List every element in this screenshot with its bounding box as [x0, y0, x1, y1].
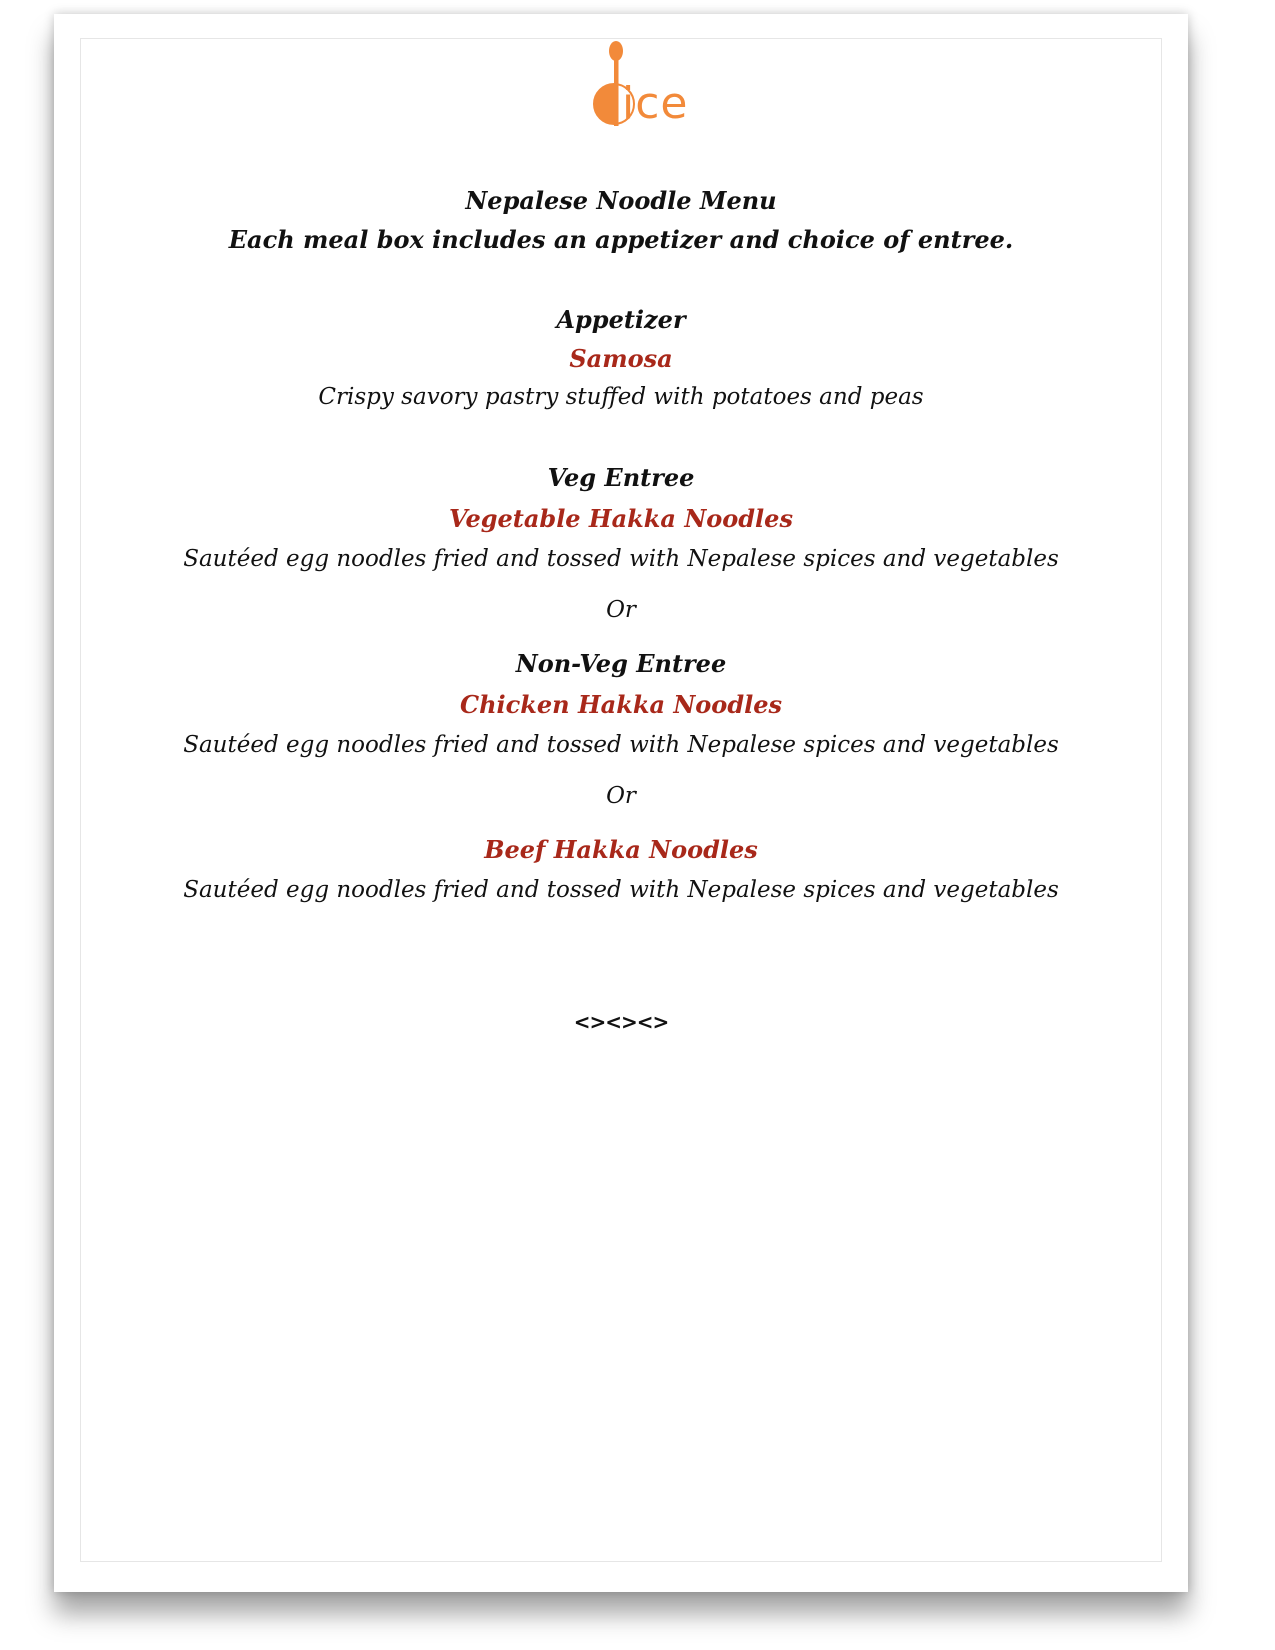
- beef-dish: Beef Hakka Noodles: [484, 835, 758, 864]
- or-separator-2: Or: [606, 783, 636, 809]
- or-separator-1: Or: [606, 597, 636, 623]
- menu-page: [54, 14, 1188, 1592]
- menu-subtitle: Each meal box includes an appetizer and choice of entree.: [228, 225, 1014, 254]
- menu-title: Nepalese Noodle Menu: [465, 186, 777, 215]
- brand-logo: [572, 38, 702, 148]
- veg-entree-description: Sautéed egg noodles fried and tossed with Nepalese spices and vegetables: [183, 546, 1059, 572]
- end-divider: <><><>: [573, 1010, 669, 1034]
- non-veg-entree-heading: Non-Veg Entree: [515, 649, 727, 678]
- appetizer-heading: Appetizer: [556, 305, 686, 334]
- appetizer-description: Crispy savory pastry stuffed with potatoes and peas: [318, 384, 924, 410]
- appetizer-dish: Samosa: [569, 344, 673, 373]
- logo-text: ice: [622, 78, 689, 129]
- chicken-description: Sautéed egg noodles fried and tossed with Nepalese spices and vegetables: [183, 732, 1059, 758]
- beef-description: Sautéed egg noodles fried and tossed with Nepalese spices and vegetables: [183, 877, 1059, 903]
- chicken-dish: Chicken Hakka Noodles: [459, 690, 782, 719]
- veg-entree-heading: Veg Entree: [547, 463, 695, 492]
- veg-entree-dish: Vegetable Hakka Noodles: [449, 504, 793, 533]
